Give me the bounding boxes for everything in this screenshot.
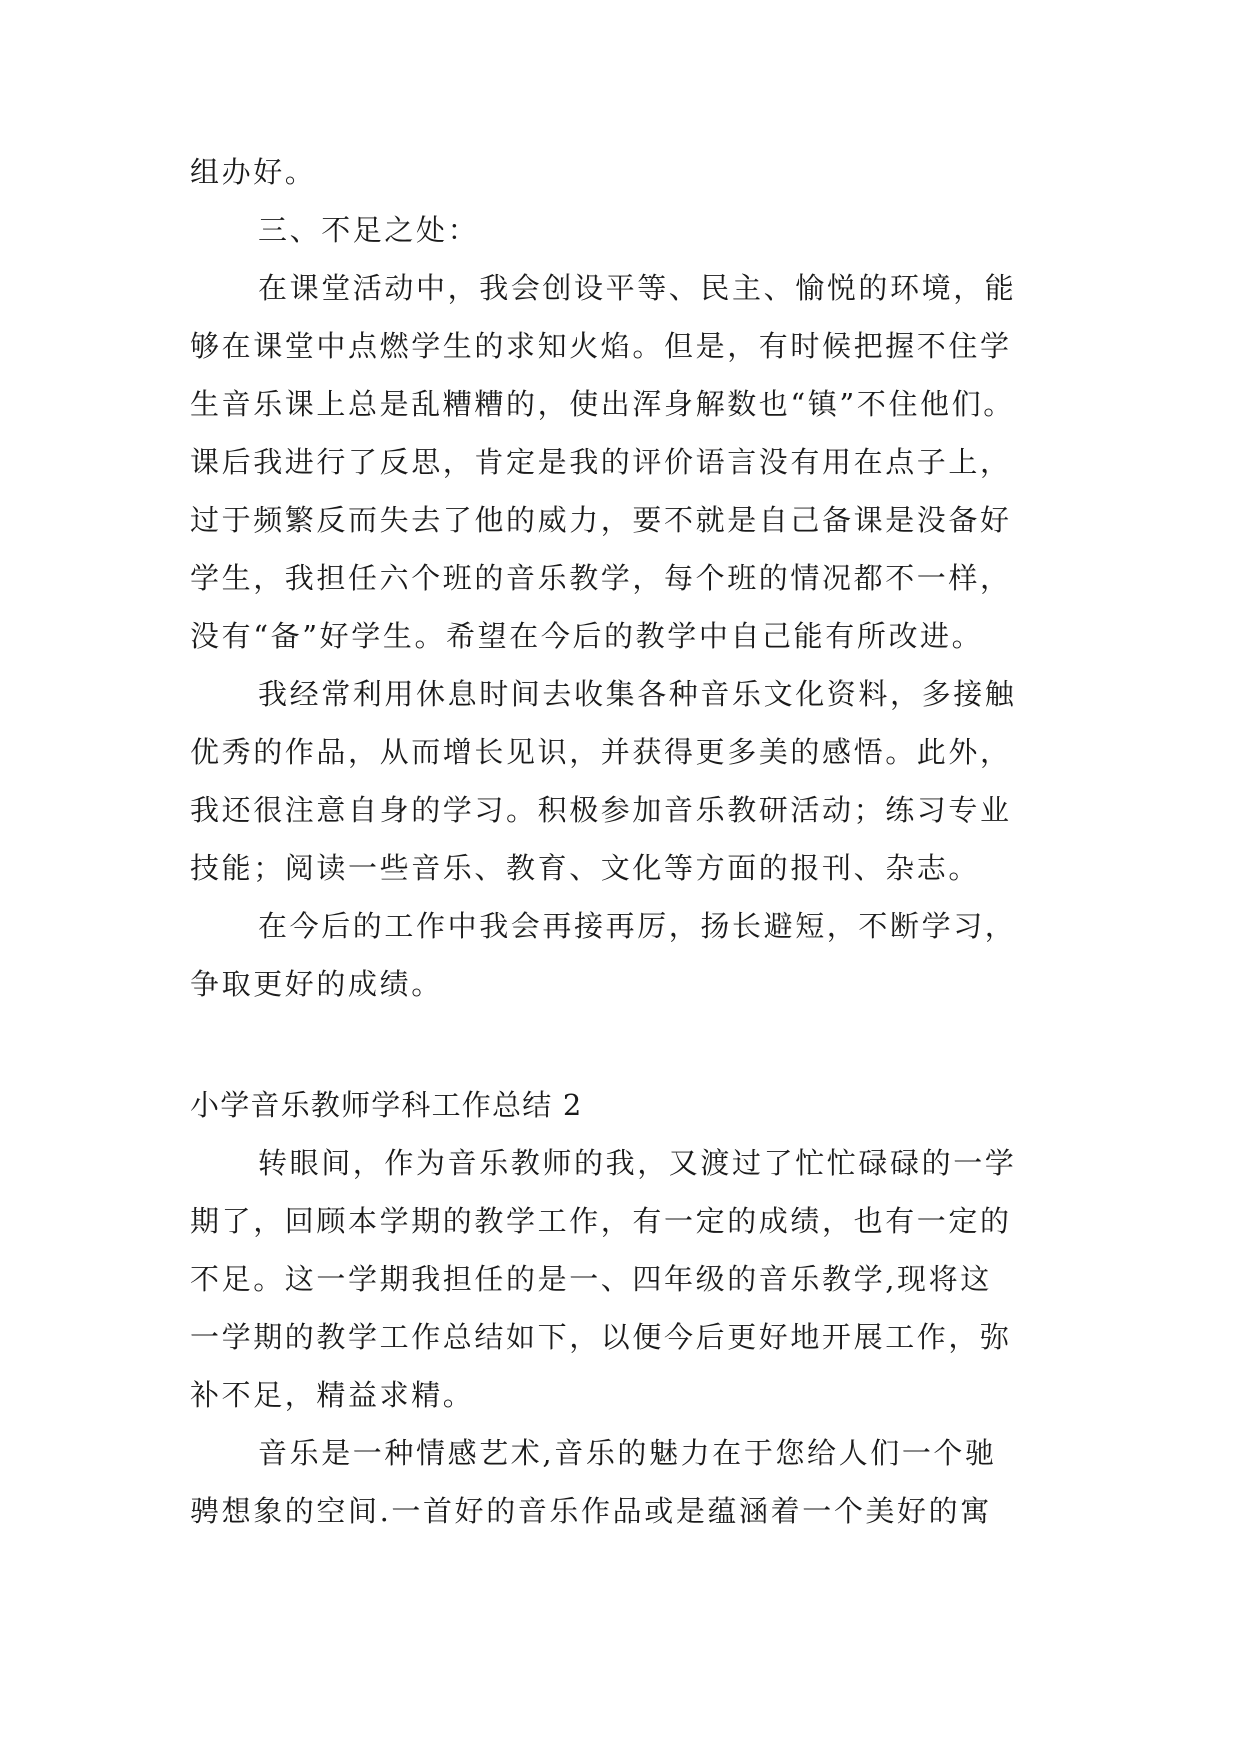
text-line: 组办好。	[190, 155, 317, 189]
text-line: 音乐是一种情感艺术,音乐的魅力在于您给人们一个驰	[258, 1436, 997, 1470]
text-line: 补不足，精益求精。	[190, 1378, 475, 1412]
text-line: 学生，我担任六个班的音乐教学，每个班的情况都不一样，	[190, 561, 1012, 595]
section-heading: 三、不足之处：	[258, 213, 480, 247]
text-line: 在课堂活动中，我会创设平等、民主、愉悦的环境，能	[258, 271, 1017, 305]
text-line: 过于频繁反而失去了他的威力，要不就是自己备课是没备好	[190, 503, 1012, 537]
text-line: 期了，回顾本学期的教学工作，有一定的成绩，也有一定的	[190, 1204, 1012, 1238]
text-line: 不足。这一学期我担任的是一、四年级的音乐教学,现将这	[190, 1262, 992, 1296]
document-subtitle: 小学音乐教师学科工作总结 2	[190, 1088, 583, 1122]
text-line: 课后我进行了反思，肯定是我的评价语言没有用在点子上，	[190, 445, 1012, 479]
text-line: 骋想象的空间.一首好的音乐作品或是蕴涵着一个美好的寓	[190, 1494, 992, 1528]
text-line: 生音乐课上总是乱糟糟的，使出浑身解数也“镇”不住他们。	[190, 387, 1015, 421]
text-line: 技能；阅读一些音乐、教育、文化等方面的报刊、杂志。	[190, 851, 981, 885]
text-line: 够在课堂中点燃学生的求知火焰。但是，有时候把握不住学	[190, 329, 1012, 363]
text-line: 转眼间，作为音乐教师的我，又渡过了忙忙碌碌的一学	[258, 1146, 1017, 1180]
text-line: 优秀的作品，从而增长见识，并获得更多美的感悟。此外，	[190, 735, 1012, 769]
text-line: 在今后的工作中我会再接再厉，扬长避短，不断学习，	[258, 909, 1017, 943]
text-line: 没有“备”好学生。希望在今后的教学中自己能有所改进。	[190, 619, 984, 653]
text-line: 我还很注意自身的学习。积极参加音乐教研活动；练习专业	[190, 793, 1012, 827]
text-line: 我经常利用休息时间去收集各种音乐文化资料，多接触	[258, 677, 1017, 711]
text-line: 一学期的教学工作总结如下，以便今后更好地开展工作，弥	[190, 1320, 1012, 1354]
text-line: 争取更好的成绩。	[190, 967, 443, 1001]
